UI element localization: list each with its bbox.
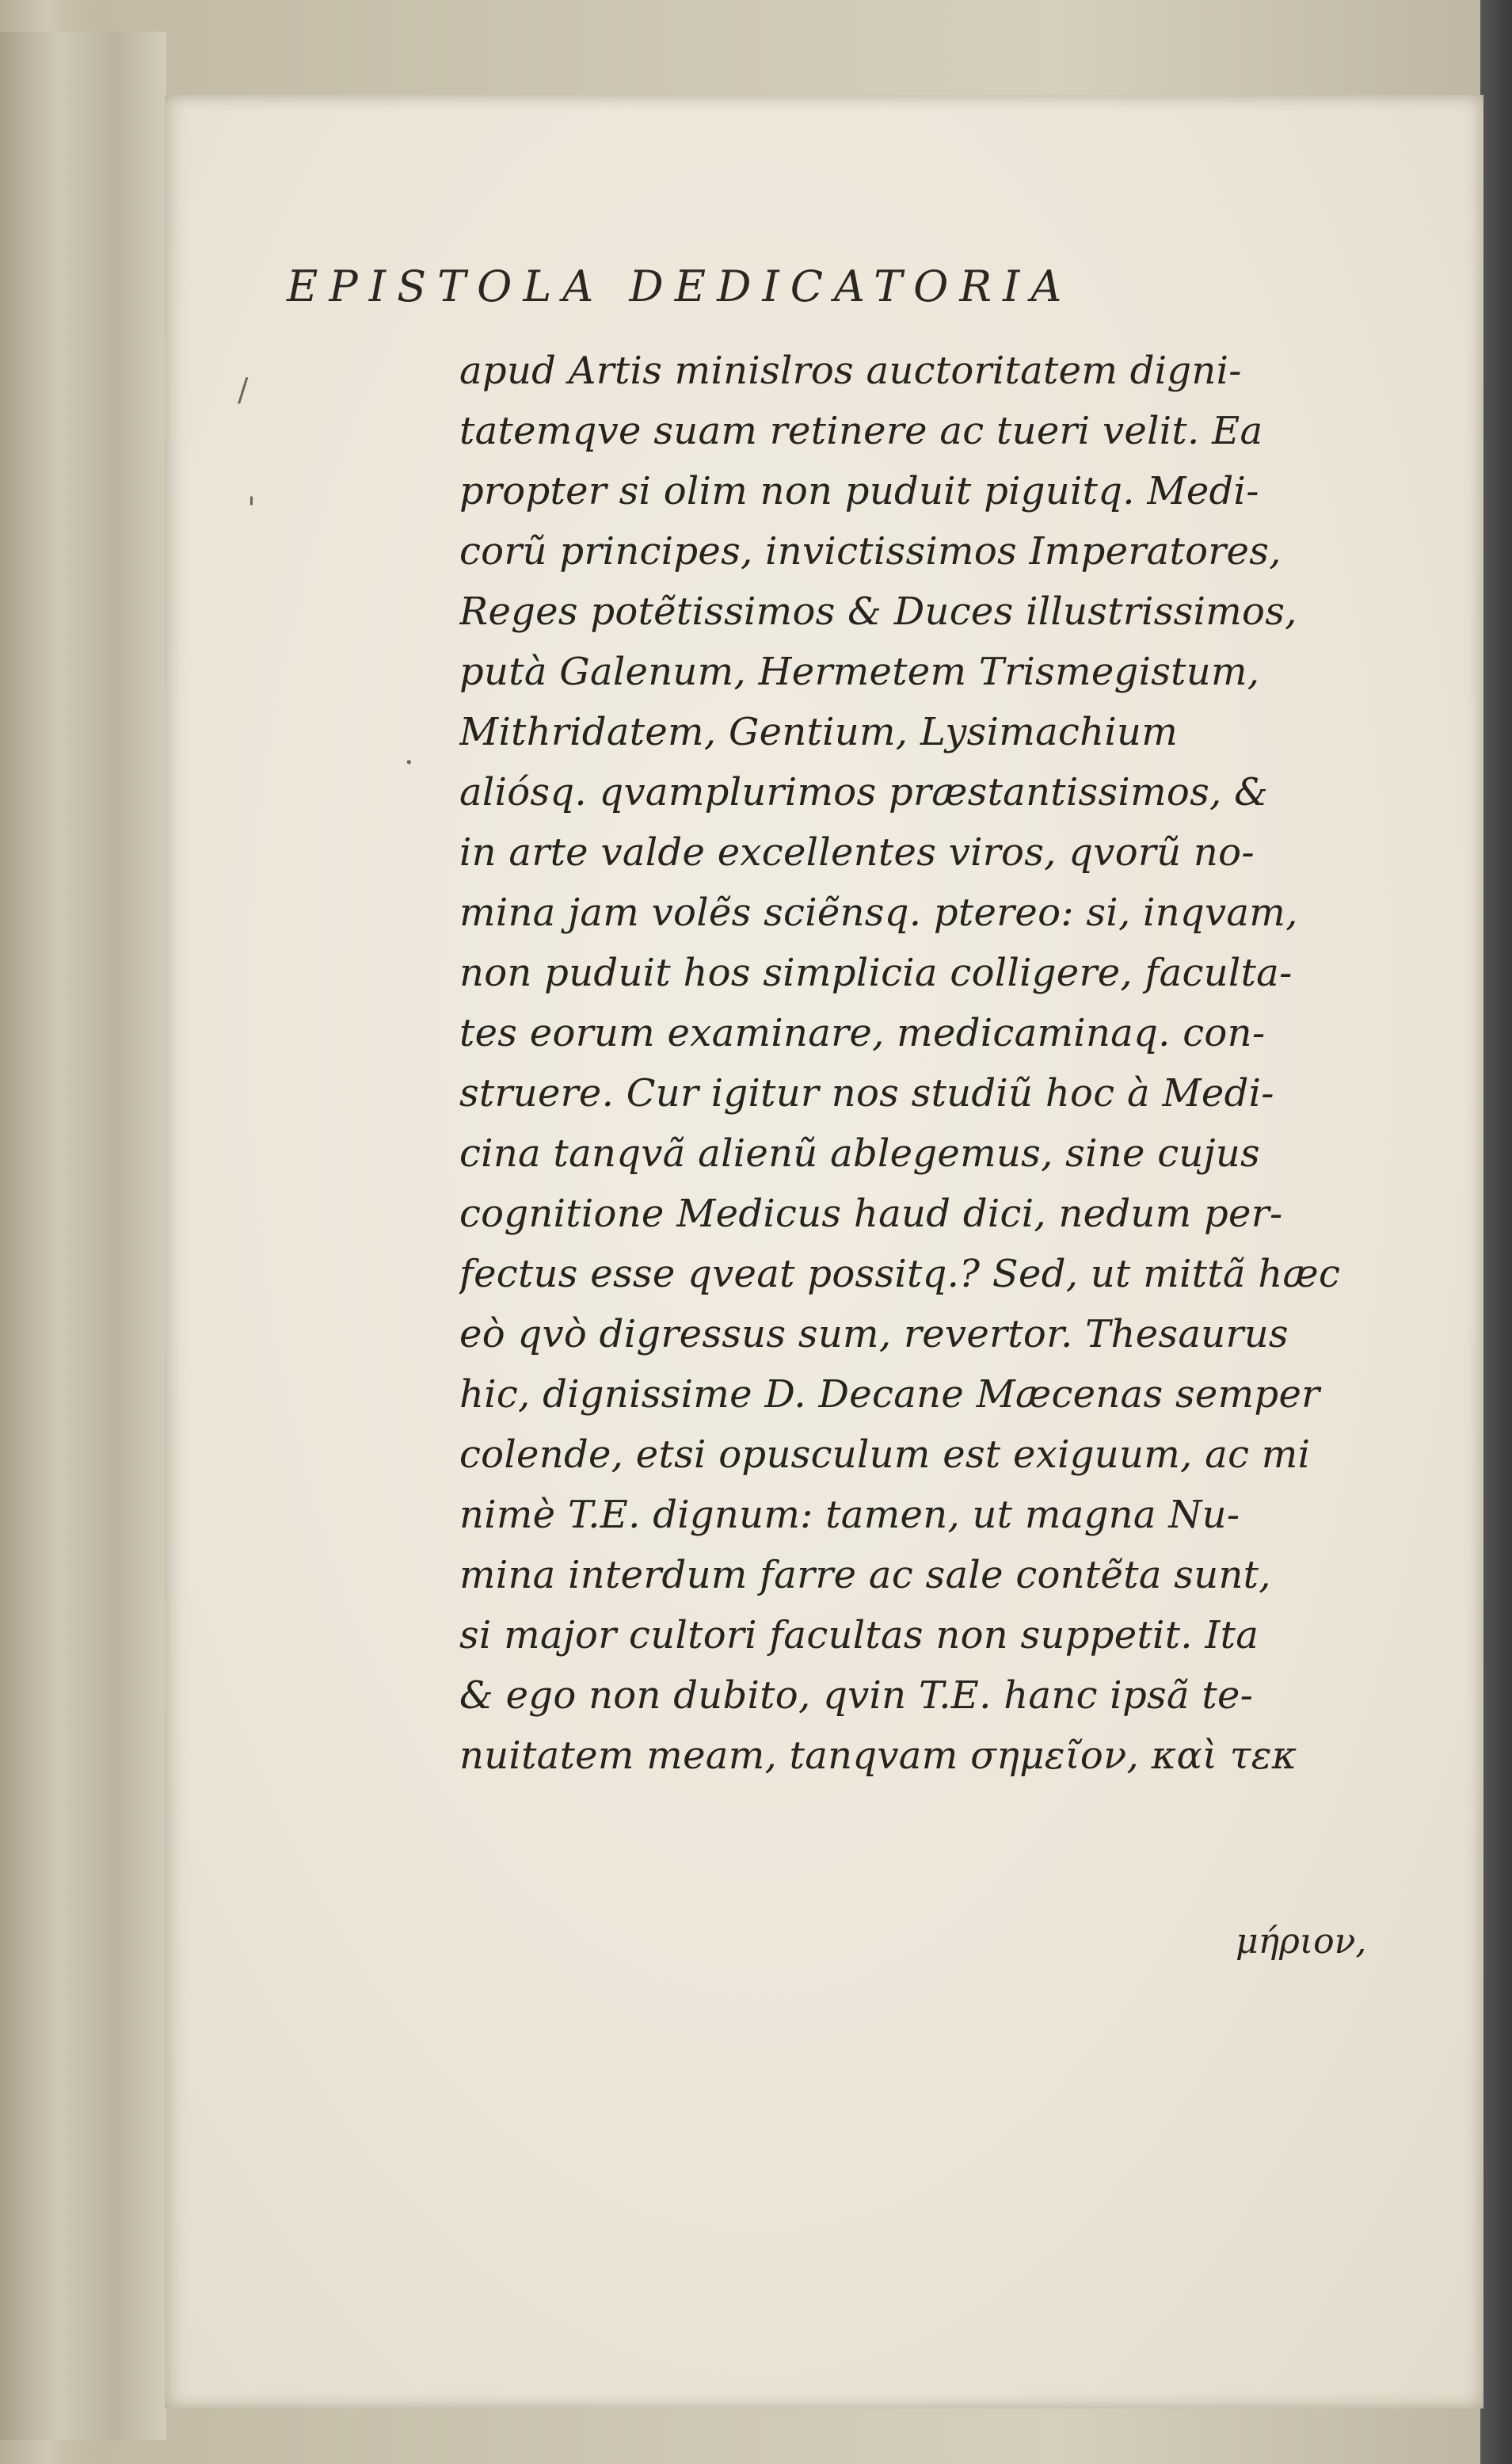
- text-line: mina interdum farre ac sale contẽta sunt,: [459, 1553, 1271, 1597]
- text-line: mina jam volẽs sciẽnsq. ptereo: si, inqvam,: [459, 891, 1298, 935]
- text-line: nuitatem meam, tanqvam σημεῖον, καὶ τεκ: [459, 1734, 1297, 1778]
- margin-dot-mark: ·: [404, 745, 414, 781]
- text-line: non puduit hos simplicia colligere, faculta-: [459, 951, 1293, 995]
- margin-stroke-mark: ': [247, 491, 256, 528]
- text-line: & ego non dubito, qvin T.E. hanc ipsã te-: [459, 1673, 1254, 1718]
- binding-left-edge: [0, 32, 166, 2440]
- body-text: [459, 341, 1394, 1786]
- margin-stroke-mark: /: [238, 372, 249, 409]
- text-line: struere. Cur igitur nos studiũ hoc à Medi-: [459, 1071, 1274, 1116]
- text-line: si major cultori facultas non suppetit. Ita: [459, 1613, 1259, 1657]
- text-line: tatemqve suam retinere ac tueri velit. Ea: [459, 409, 1263, 453]
- text-line: colende, etsi opusculum est exiguum, ac mi: [459, 1432, 1311, 1477]
- text-line: eò qvò digressus sum, revertor. Thesaurus: [459, 1312, 1289, 1356]
- text-line: Mithridatem, Gentium, Lysimachium: [459, 710, 1179, 754]
- text-line: tes eorum examinare, medicaminaq. con-: [459, 1011, 1266, 1055]
- text-line: apud Artis minislros auctoritatem digni-: [459, 349, 1242, 393]
- binding-right-edge: [1480, 0, 1512, 2464]
- text-line: nimè T.E. dignum: tamen, ut magna Nu-: [459, 1493, 1240, 1537]
- text-line: fectus esse qveat possitq.? Sed, ut mittã hæc: [459, 1252, 1341, 1296]
- text-line: putà Galenum, Hermetem Trismegistum,: [459, 650, 1260, 694]
- text-line: cognitione Medicus haud dici, nedum per-: [459, 1192, 1283, 1236]
- text-line: aliósq. qvamplurimos præstantissimos, &: [459, 770, 1269, 814]
- catchword: μήριον,: [1236, 1921, 1367, 1962]
- text-line: Reges potẽtissimos & Duces illustrissimos,: [459, 589, 1297, 634]
- text-line: corũ principes, invictissimos Imperatores,: [459, 529, 1282, 574]
- running-head: EPISTOLA DEDICATORIA: [287, 261, 1073, 311]
- text-line: propter si olim non puduit piguitq. Medi-: [459, 469, 1259, 513]
- text-line: hic, dignissime D. Decane Mæcenas semper: [459, 1372, 1320, 1417]
- text-line: cina tanqvã alienũ ablegemus, sine cujus: [459, 1131, 1260, 1176]
- text-line: in arte valde excellentes viros, qvorũ no-: [459, 830, 1255, 875]
